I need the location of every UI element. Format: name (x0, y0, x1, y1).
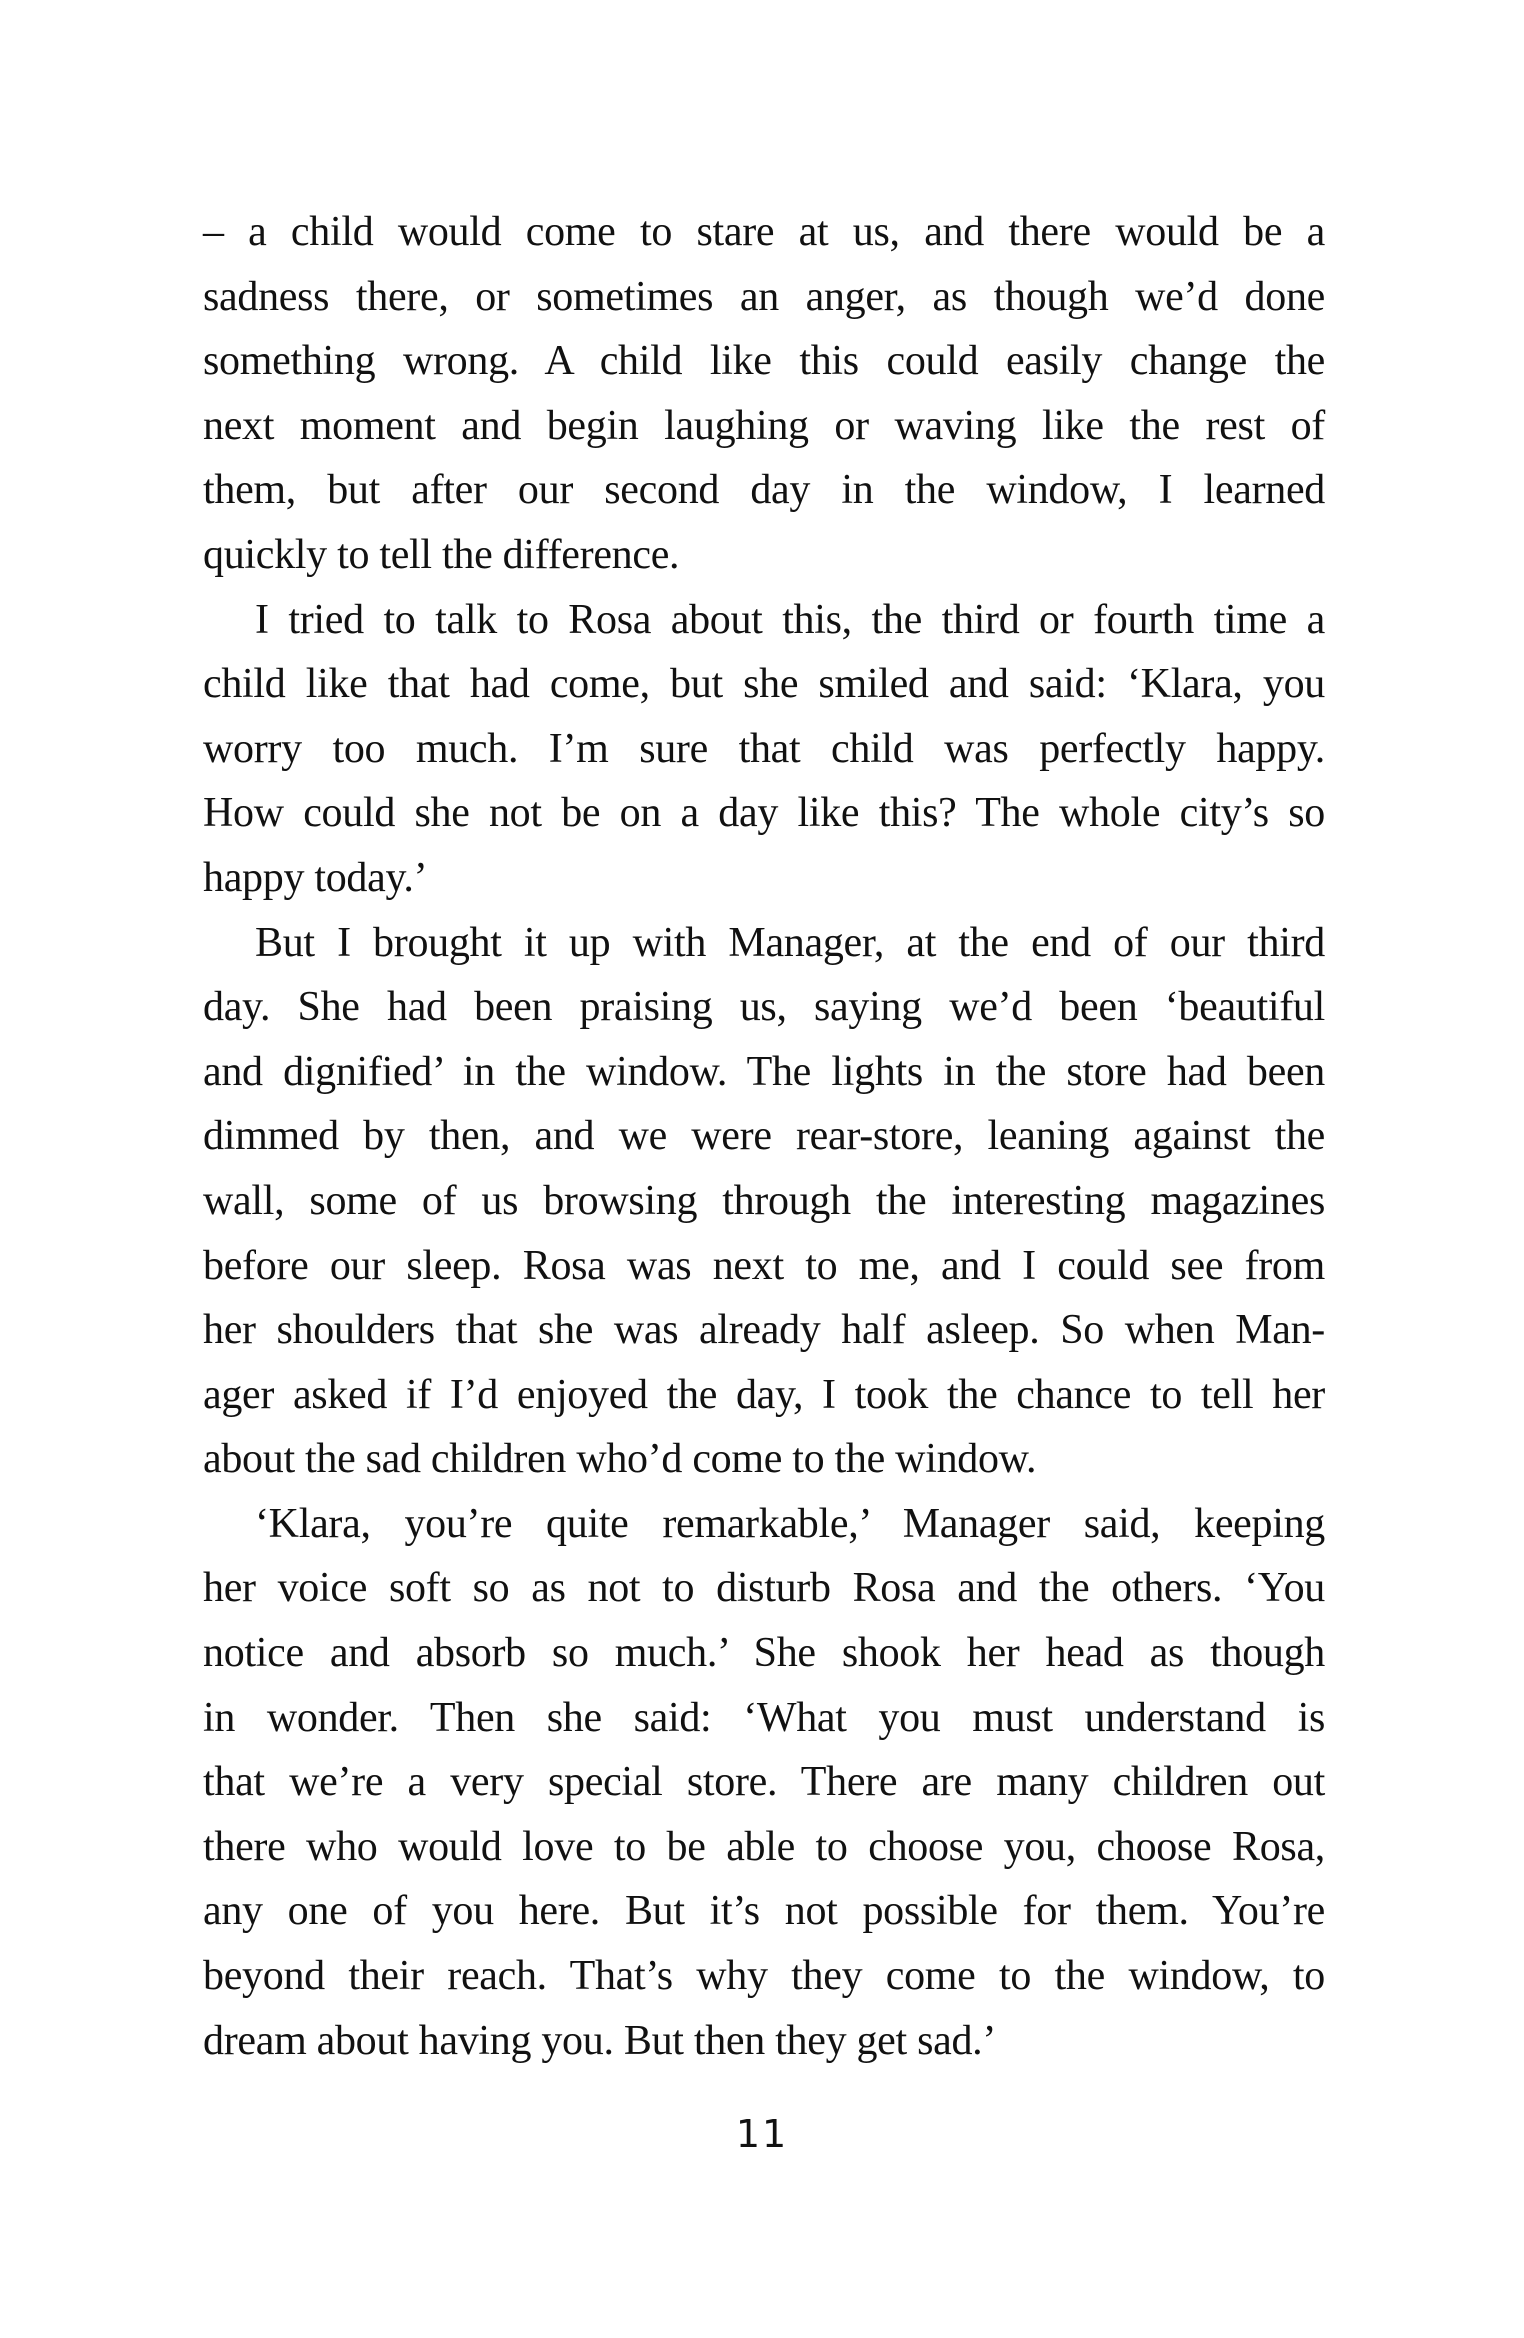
text-line: ‘Klara, you’re quite remarkable,’ Manager said, keeping (255, 1500, 1325, 1547)
text-line: and dignified’ in the window. The lights in the store had been (203, 1048, 1325, 1095)
text-line: her voice soft so as not to disturb Rosa and the others. ‘You (203, 1565, 1325, 1612)
text-line: sadness there, or sometimes an anger, as though we’d done (203, 273, 1325, 320)
page-number: 11 (735, 2112, 789, 2156)
text-line: about the sad children who’d come to the window. (203, 1436, 1037, 1483)
book-page-body (203, 200, 1325, 2073)
text-line: in wonder. Then she said: ‘What you must understand is (203, 1694, 1325, 1741)
text-line: wall, some of us browsing through the interesting magazines (203, 1177, 1325, 1224)
text-line: any one of you here. But it’s not possible for them. You’re (203, 1888, 1325, 1935)
text-line: How could she not be on a day like this? The whole city’s so (203, 790, 1325, 837)
paragraph (203, 200, 1325, 588)
text-line: ager asked if I’d enjoyed the day, I took the chance to tell her (203, 1371, 1325, 1418)
text-line: happy today.’ (203, 854, 428, 901)
text-line: day. She had been praising us, saying we’d been ‘beautiful (203, 984, 1325, 1031)
text-line: But I brought it up with Manager, at the end of our third (255, 919, 1325, 966)
paragraph (203, 911, 1325, 1492)
text-line: child like that had come, but she smiled and said: ‘Klara, you (203, 661, 1325, 708)
text-line: her shoulders that she was already half asleep. So when Man- (203, 1307, 1325, 1354)
text-line: there who would love to be able to choose you, choose Rosa, (203, 1823, 1325, 1870)
text-line: before our sleep. Rosa was next to me, and I could see from (203, 1242, 1325, 1289)
text-line: dream about having you. But then they get sad.’ (203, 2017, 997, 2064)
paragraph (203, 588, 1325, 911)
text-line: dimmed by then, and we were rear-store, leaning against the (203, 1113, 1325, 1160)
text-line: notice and absorb so much.’ She shook her head as though (203, 1630, 1325, 1677)
text-line: – a child would come to stare at us, and there would be a (203, 209, 1325, 255)
paragraph (203, 1492, 1325, 2073)
text-line: worry too much. I’m sure that child was perfectly happy. (203, 725, 1325, 772)
text-line: them, but after our second day in the window, I learned (203, 467, 1325, 514)
text-line: I tried to talk to Rosa about this, the third or fourth time a (255, 596, 1325, 643)
text-line: next moment and begin laughing or waving like the rest of (203, 402, 1325, 449)
text-line: that we’re a very special store. There are many children out (203, 1759, 1325, 1806)
text-line: beyond their reach. That’s why they come to the window, to (203, 1953, 1325, 2000)
text-line: something wrong. A child like this could easily change the (203, 338, 1325, 385)
text-line: quickly to tell the difference. (203, 531, 680, 578)
